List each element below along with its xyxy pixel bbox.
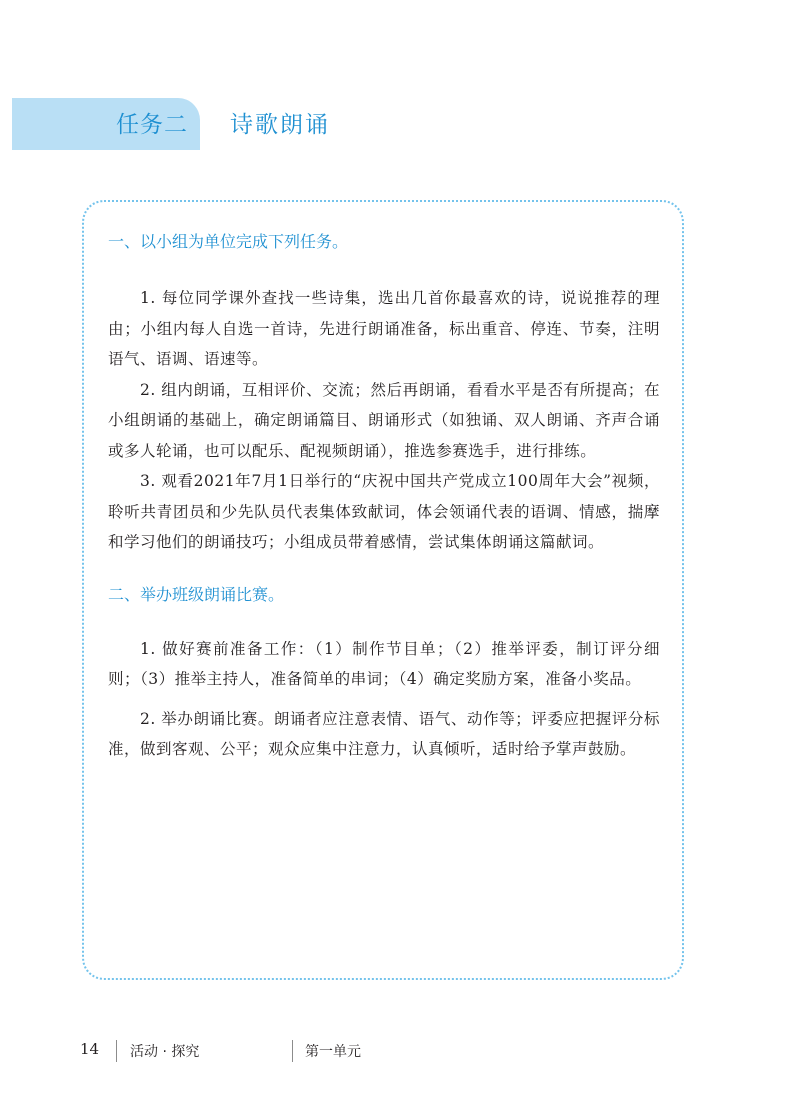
section-heading-2: 二、举办班级朗诵比赛。 [108, 584, 285, 604]
task-content [108, 227, 660, 765]
page-footer [0, 1032, 800, 1068]
section2-item-1: 1. 做好赛前准备工作：（1）制作节目单；（2）推举评委，制订评分细则；（3）推举主持人，准备简单的串词；（4）确定奖励方案，准备小奖品。 [108, 639, 660, 688]
footer-section-name: 活动 · 探究 [130, 1044, 200, 1060]
footer-divider [292, 1040, 293, 1062]
footer-divider [116, 1040, 117, 1062]
section1-item-2: 2. 组内朗诵，互相评价、交流；然后再朗诵，看看水平是否有所提高；在小组朗诵的基础上，确定朗诵篇目、朗诵形式（如独诵、双人朗诵、齐声合诵或多人轮诵，也可以配乐、配视频朗诵），推选参赛选手，进行排练。 [108, 380, 660, 460]
page-number: 14 [80, 1040, 100, 1058]
task-number: 任务二 [116, 112, 188, 138]
section1-item-1: 1. 每位同学课外查找一些诗集，选出几首你最喜欢的诗，说说推荐的理由；小组内每人自选一首诗，先进行朗诵准备，标出重音、停连、节奏，注明语气、语调、语速等。 [108, 289, 660, 368]
footer-unit-name: 第一单元 [305, 1044, 361, 1060]
task-title: 诗歌朗诵 [230, 112, 330, 138]
section2-item-2: 2. 举办朗诵比赛。朗诵者应注意表情、语气、动作等；评委应把握评分标准，做到客观、公平；观众应集中注意力，认真倾听，适时给予掌声鼓励。 [108, 709, 660, 758]
section-heading-1: 一、以小组为单位完成下列任务。 [108, 232, 349, 251]
section1-item-3: 3. 观看2021年7月1日举行的“庆祝中国共产党成立100周年大会”视频，聆听共青团员和少先队员代表集体致献词，体会领诵代表的语调、情感，揣摩和学习他们的朗诵技巧；小组成员带着感情，尝试集体朗诵这篇献词。 [108, 472, 660, 551]
